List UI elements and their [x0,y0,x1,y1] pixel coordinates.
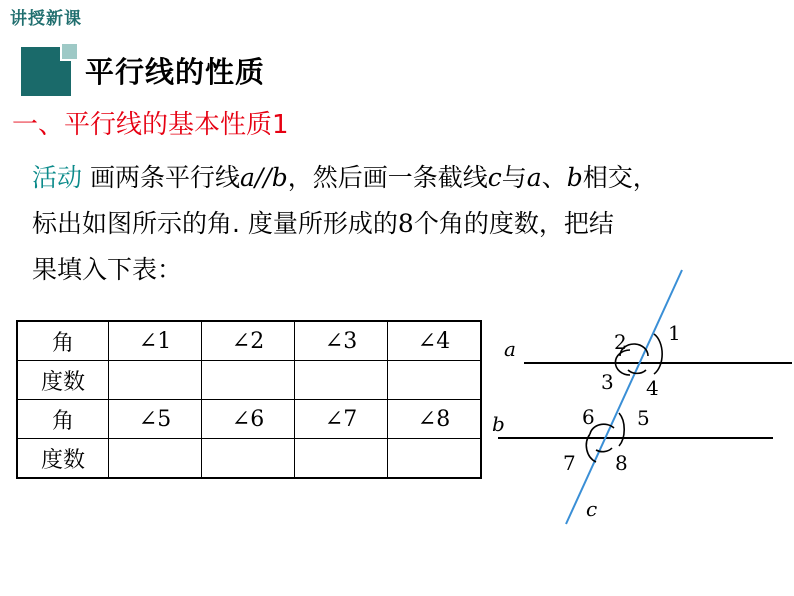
label-c: c [586,497,598,521]
angle-label-8: 8 [615,451,628,475]
angle-1-arc [654,334,662,374]
activity-text: 画两条平行线 [82,163,240,192]
activity-line-1 [32,155,658,201]
activity-text: 、 [541,163,567,192]
angle-label-6: 6 [582,405,595,429]
table-cell: ∠1 [109,321,202,361]
var-c: c [487,163,502,192]
var-a: a [526,163,542,192]
activity-text: 个角的度数，把结 [413,209,614,238]
activity-text: 与 [501,163,527,192]
table-cell: ∠4 [388,321,482,361]
row-header: 度数 [17,439,109,479]
table-cell [202,361,295,400]
angle-label-5: 5 [637,406,650,430]
table-cell [109,439,202,479]
angle-table [16,320,482,479]
number-8: 8 [397,209,414,238]
angle-label-3: 3 [601,370,614,394]
row-header: 角 [17,400,109,439]
top-label: 讲授新课 [10,9,82,29]
angle-label-4: 4 [646,376,659,400]
table-cell: ∠7 [295,400,388,439]
activity-text: ，然后画一条截线 [287,163,488,192]
label-a: a [504,337,516,361]
activity-text: 标出如图所示的角. 度量所形成的 [32,209,398,238]
table-row [17,361,481,400]
table-cell: ∠5 [109,400,202,439]
angle-5-arc [619,413,624,446]
table-cell: ∠3 [295,321,388,361]
table-cell [202,439,295,479]
section-title: 平行线的性质 [85,55,266,89]
table-cell [109,361,202,400]
activity-text: 相交， [582,163,658,192]
row-header: 角 [17,321,109,361]
table-cell: ∠8 [388,400,482,439]
table-cell [295,361,388,400]
activity-line-3: 果填入下表： [32,255,183,284]
table-cell [388,439,482,479]
angle-8-arc [596,448,612,452]
table-cell: ∠6 [202,400,295,439]
table-row [17,400,481,439]
title-decoration-small-square [60,42,79,61]
table-row [17,321,481,361]
table-cell [295,439,388,479]
angle-label-2: 2 [614,330,627,354]
var-b: b [566,163,583,192]
table-cell [388,361,482,400]
table-cell: ∠2 [202,321,295,361]
subtitle: 一、平行线的基本性质1 [12,110,289,140]
activity-line-2 [32,201,614,247]
activity-tag: 活动 [32,163,83,192]
parallel-lines-figure [480,262,794,530]
table-row [17,439,481,479]
var-ab: a//b [239,163,288,192]
label-b: b [492,412,505,436]
row-header: 度数 [17,361,109,400]
transversal-c [566,270,682,524]
angle-label-1: 1 [668,321,681,345]
angle-label-7: 7 [563,451,576,475]
